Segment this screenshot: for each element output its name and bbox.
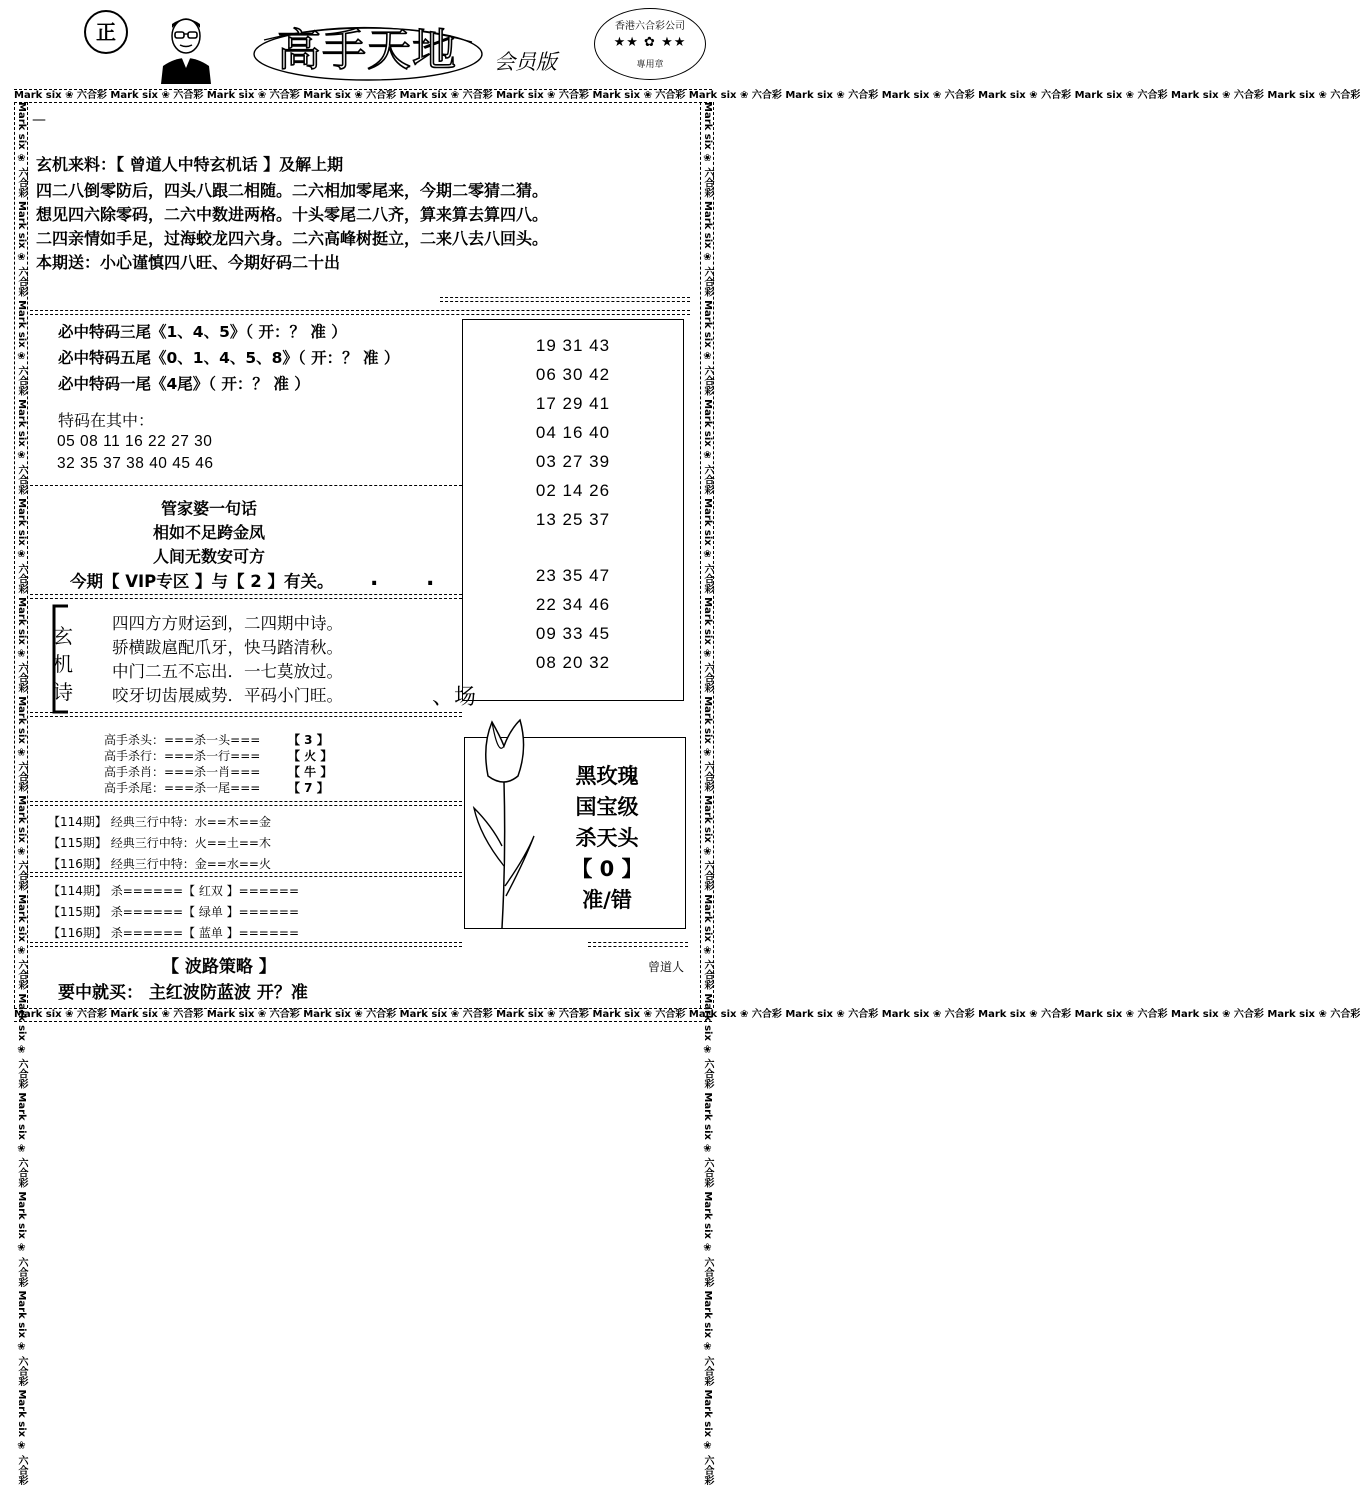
- header: [0, 0, 728, 88]
- divider: [30, 310, 690, 315]
- number-row: 03 27 39: [535, 452, 611, 471]
- number-row: 23 35 47: [535, 566, 611, 585]
- dash-mark: —: [32, 112, 46, 128]
- five-elements-row: 【115期】 经典三行中特：火==土==木: [48, 836, 271, 850]
- border-strip-bottom: Mark six ❀ 六合彩 Mark six ❀ 六合彩 Mark six ❀ 六合彩 Mark six ❀ 六合彩 Mark six ❀ 六合彩 Mark six ❀ 六合彩 Mark six ❀ 六合彩 Mark six ❀ 六合彩 Mark six ❀ 六合彩 Mark six ❀ 六合彩 Mark six ❀ 六合彩 Mark six ❀ 六合彩 Mark six ❀ 六合彩 Mark six ❀ 六合彩: [14, 1009, 1360, 1020]
- riddle-line: 相如不足跨金凤: [153, 523, 266, 542]
- poem-line: 咬牙切齿展威势．平码小门旺。: [112, 686, 343, 705]
- poem-line: 骄横跋扈配爪牙，快马踏清秋。: [112, 638, 343, 657]
- wave-strategy-text: 要中就买： 主红波防蓝波 开？准: [58, 983, 308, 1003]
- five-elements-row: 【114期】 经典三行中特：水==木==金: [48, 815, 271, 829]
- vip-line: 今期【 VIP专区 】与【 2 】有关。: [70, 572, 334, 591]
- special-code-numbers: 32 35 37 38 40 45 46: [57, 455, 214, 472]
- author-signature: 曾道人: [648, 960, 685, 974]
- number-row: 08 20 32: [535, 653, 611, 672]
- divider: [30, 801, 462, 806]
- poem-signature: 、场: [432, 685, 477, 710]
- number-row: 02 14 26: [535, 481, 611, 500]
- page-title: 高手天地: [277, 25, 457, 76]
- number-row: 17 29 41: [535, 394, 611, 413]
- kill-row-label: 高手杀尾：===杀一尾===: [104, 781, 261, 795]
- section1-line: 本期送：小心谨慎四八旺、今期好码二十出: [36, 253, 341, 272]
- black-rose-line: 黑玫瑰: [575, 764, 639, 788]
- stamp-stars: ★★ ✿ ★★: [613, 35, 687, 50]
- border-strip-left: Mark six ❀ 六合彩 Mark six ❀ 六合彩 Mark six ❀ 六合彩 Mark six ❀ 六合彩 Mark six ❀ 六合彩 Mark six ❀ 六合彩 Mark six ❀ 六合彩 Mark six ❀ 六合彩 Mark six ❀ 六合彩 Mark six ❀ 六合彩 Mark six ❀ 六合彩 Mark six ❀ 六合彩 Mark six ❀ 六合彩 Mark six ❀ 六合彩: [16, 102, 27, 1485]
- black-rose-line: 杀天头: [575, 826, 639, 850]
- kill-row-label: 高手杀头：===杀一头===: [104, 733, 261, 747]
- number-row: 04 16 40: [535, 423, 611, 442]
- divider: [30, 594, 462, 599]
- color-kill-row: 【115期】 杀======【 绿单 】======: [48, 905, 300, 919]
- stamp-usage: 專用章: [636, 60, 664, 70]
- black-rose-line: 国宝级: [575, 795, 639, 819]
- black-rose-line: 准/错: [582, 888, 632, 912]
- five-elements-row: 【116期】 经典三行中特：金==水==火: [48, 857, 271, 871]
- kill-row-value: 【 牛 】: [288, 765, 333, 779]
- divider: [440, 297, 690, 302]
- number-row: 06 30 42: [535, 365, 611, 384]
- tail-prediction-line: 必中特码一尾《4尾》（ 开：？ 准 ）: [58, 375, 310, 393]
- section1-title: 玄机来料：【 曾道人中特玄机话 】及解上期: [36, 155, 344, 174]
- poem-label-char: 诗: [53, 680, 73, 704]
- divider: [30, 872, 462, 877]
- border-strip-top: Mark six ❀ 六合彩 Mark six ❀ 六合彩 Mark six ❀ 六合彩 Mark six ❀ 六合彩 Mark six ❀ 六合彩 Mark six ❀ 六合彩 Mark six ❀ 六合彩 Mark six ❀ 六合彩 Mark six ❀ 六合彩 Mark six ❀ 六合彩 Mark six ❀ 六合彩 Mark six ❀ 六合彩 Mark six ❀ 六合彩 Mark six ❀ 六合彩: [14, 90, 1360, 101]
- color-kill-row: 【114期】 杀======【 红双 】======: [48, 884, 300, 898]
- official-stamp: [594, 8, 706, 80]
- number-row: 13 25 37: [535, 510, 611, 529]
- kill-row-label: 高手杀行：===杀一行===: [104, 749, 261, 763]
- tail-prediction-line: 必中特码五尾《0、1、4、5、8》（ 开：？ 准 ）: [58, 349, 400, 367]
- poem-line: 四四方方财运到，二四期中诗。: [112, 614, 343, 633]
- riddle-line: 管家婆一句话: [161, 499, 258, 518]
- color-kill-row: 【116期】 杀======【 蓝单 】======: [48, 926, 300, 940]
- section1-line: 二四亲情如手足，过海蛟龙四六身。二六高峰树挺立，二来八去八回头。: [36, 229, 549, 248]
- section1-line: 四二八倒零防后，四头八跟二相随。二六相加零尾来，今期二零猜二猜。: [36, 181, 549, 200]
- special-code-numbers: 05 08 11 16 22 27 30: [57, 433, 213, 450]
- tulip-icon: [468, 716, 540, 930]
- special-code-label: 特码在其中：: [58, 411, 155, 430]
- kill-row-value: 【 3 】: [288, 733, 329, 747]
- number-row: 22 34 46: [535, 595, 611, 614]
- poem-line: 中门二五不忘出．一七莫放过。: [112, 662, 343, 681]
- divider: [30, 942, 462, 947]
- poem-label-char: 机: [53, 652, 73, 676]
- border-strip-right: Mark six ❀ 六合彩 Mark six ❀ 六合彩 Mark six ❀ 六合彩 Mark six ❀ 六合彩 Mark six ❀ 六合彩 Mark six ❀ 六合彩 Mark six ❀ 六合彩 Mark six ❀ 六合彩 Mark six ❀ 六合彩 Mark six ❀ 六合彩 Mark six ❀ 六合彩 Mark six ❀ 六合彩 Mark six ❀ 六合彩 Mark six ❀ 六合彩: [702, 102, 713, 1485]
- divider: [30, 712, 462, 717]
- riddle-line: 人间无数安可方: [153, 547, 266, 566]
- divider: [588, 942, 688, 947]
- edition-label: 会员版: [494, 50, 557, 74]
- dots-mark: . .: [370, 566, 455, 591]
- section1-line: 想见四六除零码，二六中数进两格。十头零尾二八齐，算来算去算四八。: [36, 205, 549, 224]
- portrait-icon: [157, 14, 215, 84]
- number-row: 09 33 45: [535, 624, 611, 643]
- tail-prediction-line: 必中特码三尾《1、4、5》（ 开：？ 准 ）: [58, 323, 347, 341]
- kill-row-value: 【 7 】: [288, 781, 329, 795]
- poem-label-char: 玄: [53, 624, 73, 648]
- number-box: [462, 319, 684, 701]
- wave-strategy-title: 【 波路策略 】: [162, 957, 276, 977]
- divider: [30, 485, 462, 486]
- zheng-seal: 正: [84, 10, 128, 54]
- kill-row-value: 【 火 】: [288, 749, 333, 763]
- kill-row-label: 高手杀肖：===杀一肖===: [104, 765, 261, 779]
- black-rose-line: 【 0 】: [571, 857, 643, 881]
- number-row: 19 31 43: [535, 336, 611, 355]
- stamp-company: 香港六合彩公司: [615, 21, 685, 32]
